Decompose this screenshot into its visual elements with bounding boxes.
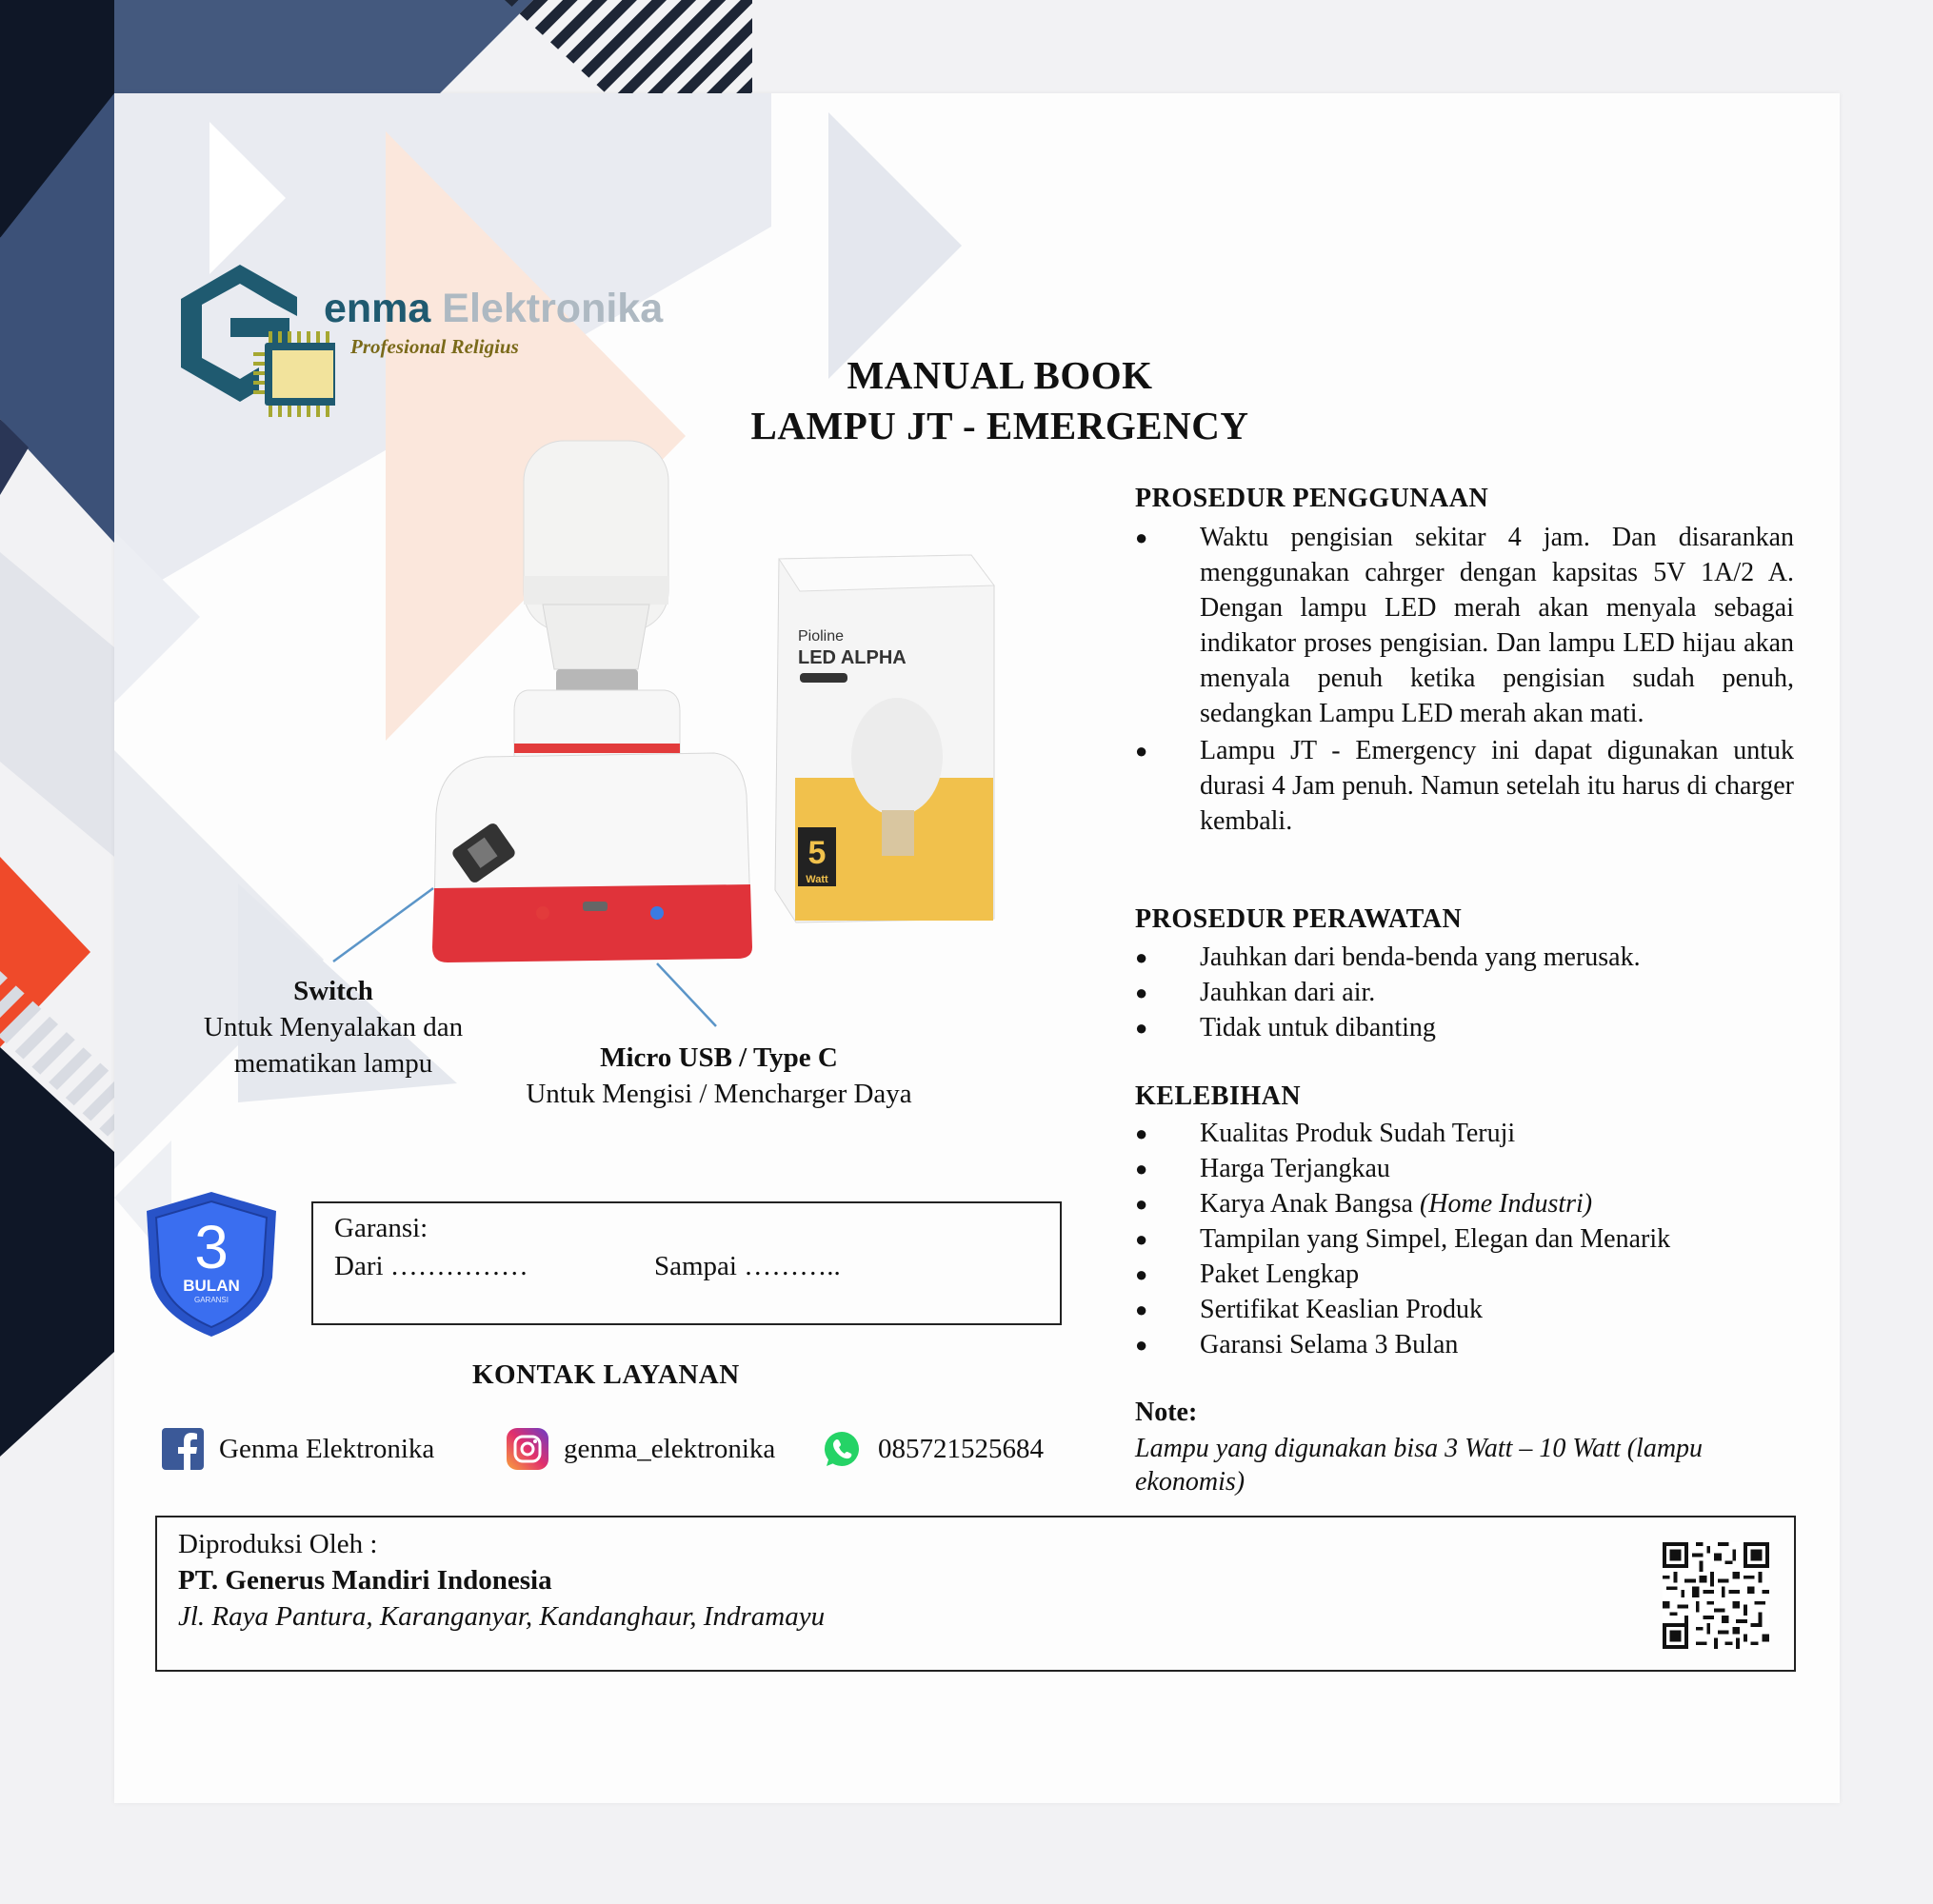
note-text: Lampu yang digunakan bisa 3 Watt – 10 Watt (lampu ekonomis) <box>1135 1434 1704 1497</box>
brand-name: enma Elektronika <box>324 286 664 331</box>
list-item: ● Karya Anak Bangsa (Home Industri) <box>1135 1186 1794 1221</box>
list-item: ● Tampilan yang Simpel, Elegan dan Menarik <box>1135 1221 1794 1257</box>
usb-callout <box>476 1040 962 1112</box>
prosedur-penggunaan-list <box>1135 520 1794 839</box>
svg-text:LED ALPHA: LED ALPHA <box>798 647 907 668</box>
note-heading: Note: <box>1135 1398 1198 1427</box>
producer-box <box>155 1516 1796 1672</box>
qr-code-icon <box>1663 1542 1769 1649</box>
prosedur-penggunaan-heading: PROSEDUR PENGGUNAAN <box>1135 484 1489 513</box>
whatsapp-icon <box>821 1428 863 1470</box>
list-item: ● Paket Lengkap <box>1135 1257 1794 1292</box>
usb-callout-title: Micro USB / Type C <box>600 1042 838 1073</box>
usb-callout-desc: Untuk Mengisi / Mencharger Daya <box>526 1079 912 1109</box>
switch-callout <box>181 973 486 1081</box>
instagram-icon <box>507 1428 548 1470</box>
svg-text:5: 5 <box>807 835 827 871</box>
list-item: ● Jauhkan dari air. <box>1135 975 1794 1010</box>
kelebihan-list <box>1135 1116 1794 1362</box>
warranty-to-field: Sampai ……….. <box>654 1251 841 1281</box>
warranty-from-field: Dari …………… <box>334 1251 528 1281</box>
list-item: ● Lampu JT - Emergency ini dapat digunakan untuk durasi 4 Jam penuh. Namun setelah itu harus di charger kembali. <box>1135 733 1794 839</box>
list-item: ● Harga Terjangkau <box>1135 1151 1794 1186</box>
facebook-name: Genma Elektronika <box>219 1433 435 1464</box>
list-item: ● Kualitas Produk Sudah Teruji <box>1135 1116 1794 1151</box>
list-item: ● Sertifikat Keaslian Produk <box>1135 1292 1794 1327</box>
svg-text:GARANSI: GARANSI <box>193 1296 229 1304</box>
list-item: ● Tidak untuk dibanting <box>1135 1010 1794 1045</box>
instagram-handle: genma_elektronika <box>564 1433 776 1464</box>
producer-company: PT. Generus Mandiri Indonesia <box>178 1565 552 1596</box>
kelebihan-heading: KELEBIHAN <box>1135 1081 1302 1111</box>
list-item: ● Jauhkan dari benda-benda yang merusak. <box>1135 940 1794 975</box>
list-item: ● Garansi Selama 3 Bulan <box>1135 1327 1794 1362</box>
instagram-contact <box>507 1426 775 1472</box>
switch-callout-desc: Untuk Menyalakan dan mematikan lampu <box>203 1012 464 1079</box>
warranty-label: Garansi: <box>334 1213 428 1243</box>
facebook-contact <box>162 1426 434 1472</box>
brand-tagline: Profesional Religius <box>350 335 519 358</box>
whatsapp-number: 085721525684 <box>878 1433 1044 1464</box>
producer-label: Diproduksi Oleh : <box>178 1529 378 1559</box>
product-title: LAMPU JT - EMERGENCY <box>750 404 1249 447</box>
svg-text:Watt: Watt <box>806 874 828 885</box>
prosedur-perawatan-list <box>1135 940 1794 1045</box>
warranty-box <box>311 1201 1062 1325</box>
prosedur-perawatan-heading: PROSEDUR PERAWATAN <box>1135 904 1463 934</box>
whatsapp-contact <box>821 1426 1044 1472</box>
svg-text:BULAN: BULAN <box>183 1277 240 1295</box>
manual-title: MANUAL BOOK <box>847 353 1153 397</box>
facebook-icon <box>162 1428 204 1470</box>
switch-callout-title: Switch <box>293 976 373 1006</box>
producer-address: Jl. Raya Pantura, Karanganyar, Kandanghaur, Indramayu <box>178 1601 826 1632</box>
svg-text:3: 3 <box>194 1213 229 1281</box>
warranty-shield-icon <box>143 1190 280 1339</box>
kontak-layanan-heading: KONTAK LAYANAN <box>472 1359 740 1390</box>
svg-text:Pioline: Pioline <box>798 628 845 645</box>
list-item: ● Waktu pengisian sekitar 4 jam. Dan disarankan menggunakan cahrger dengan kapsitas 5V 1A/2 A. Dengan lampu LED merah akan menyala sebagai indikator proses pengisian. Dan lampu LED hijau akan menyala penuh ketika pengisian sudah penuh, sedangkan Lampu LED merah akan mati. <box>1135 520 1794 731</box>
